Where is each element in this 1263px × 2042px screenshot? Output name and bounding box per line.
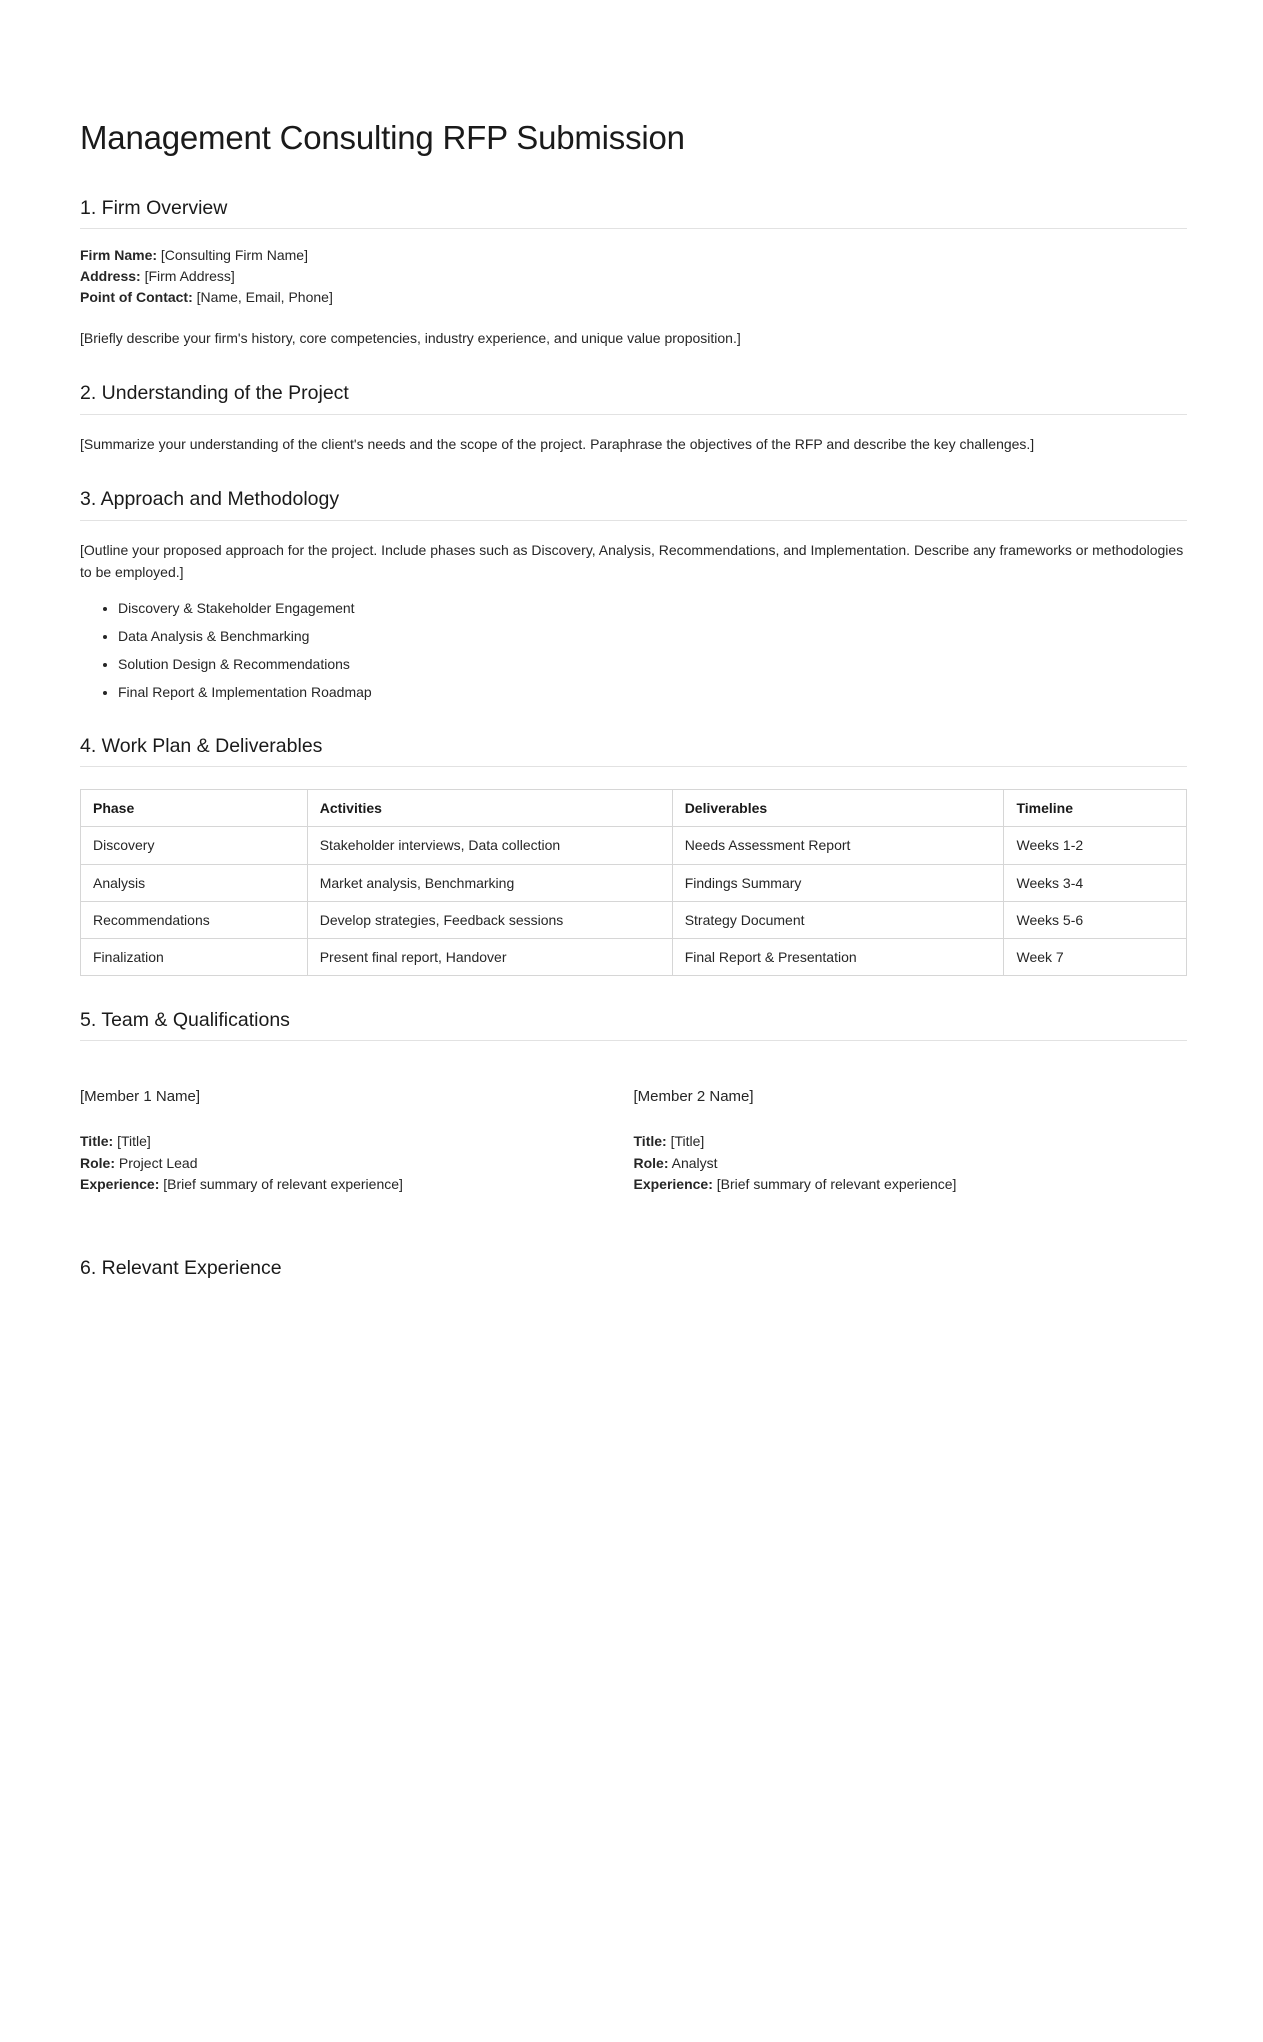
member-experience-value: [Brief summary of relevant experience] — [716, 1176, 957, 1193]
column-header-timeline: Timeline — [1004, 790, 1187, 827]
member-name: [Member 2 Name] — [633, 1088, 754, 1106]
address-value: [Firm Address] — [144, 268, 235, 285]
cell-deliverables: Findings Summary — [672, 864, 1004, 901]
member-title-value: [Title] — [670, 1132, 705, 1149]
firm-name-label: Firm Name: — [80, 246, 158, 263]
section-heading-approach: 3. Approach and Methodology — [80, 487, 1187, 520]
member-role-line — [80, 1153, 604, 1175]
work-plan-table — [80, 789, 1187, 976]
cell-timeline: Weeks 5-6 — [1004, 901, 1187, 938]
cell-timeline: Weeks 3-4 — [1004, 864, 1187, 901]
section-relevant-experience — [80, 1256, 1187, 1282]
cell-phase: Analysis — [81, 864, 308, 901]
address-line — [80, 266, 1187, 287]
cell-activities: Develop strategies, Feedback sessions — [307, 901, 672, 938]
column-header-phase: Phase — [81, 790, 308, 827]
column-header-deliverables: Deliverables — [672, 790, 1004, 827]
page-title: Management Consulting RFP Submission — [80, 119, 685, 156]
member-title-label: Title: — [80, 1132, 114, 1149]
firm-name-value: [Consulting Firm Name] — [160, 246, 308, 263]
list-item: • Final Report & Implementation Roadmap — [118, 682, 1187, 702]
member-title-label: Title: — [633, 1132, 667, 1149]
member-name: [Member 1 Name] — [80, 1088, 201, 1106]
section-heading-team: 5. Team & Qualifications — [80, 1008, 1187, 1041]
point-of-contact-line — [80, 287, 1187, 308]
section-heading-work-plan: 4. Work Plan & Deliverables — [80, 734, 1187, 767]
table-row — [81, 901, 1187, 938]
table-header-row — [81, 790, 1187, 827]
list-item: • Discovery & Stakeholder Engagement — [118, 598, 1187, 618]
cell-phase: Recommendations — [81, 901, 308, 938]
cell-deliverables: Final Report & Presentation — [672, 938, 1004, 975]
list-item: • Data Analysis & Benchmarking — [118, 626, 1187, 646]
firm-name-line — [80, 245, 1187, 266]
table-row — [81, 827, 1187, 864]
member-role-label: Role: — [633, 1154, 669, 1171]
section-understanding — [80, 381, 1187, 455]
address-label: Address: — [80, 268, 141, 285]
firm-overview-fields — [80, 245, 1187, 309]
cell-activities: Stakeholder interviews, Data collection — [307, 827, 672, 864]
member-title-line — [80, 1131, 604, 1153]
member-title-value: [Title] — [117, 1132, 151, 1149]
understanding-description: [Summarize your understanding of the client's needs and the scope of the project. Paraphrase the objectives of the RFP and describe the key challenges.] — [80, 435, 1035, 452]
list-item: • Solution Design & Recommendations — [118, 654, 1187, 674]
team-member-card-2 — [634, 1087, 1188, 1196]
member-title-line — [634, 1131, 1158, 1153]
cell-phase: Finalization — [81, 938, 308, 975]
member-experience-label: Experience: — [80, 1176, 160, 1193]
member-experience-value: [Brief summary of relevant experience] — [163, 1176, 403, 1193]
team-member-card-1 — [80, 1087, 634, 1196]
table-row — [81, 938, 1187, 975]
section-approach — [80, 487, 1187, 701]
cell-activities: Present final report, Handover — [307, 938, 672, 975]
point-of-contact-label: Point of Contact: — [80, 289, 193, 306]
member-experience-line — [80, 1174, 604, 1196]
cell-deliverables: Strategy Document — [672, 901, 1004, 938]
section-team — [80, 1008, 1187, 1196]
member-role-label: Role: — [80, 1154, 115, 1171]
section-work-plan — [80, 734, 1187, 976]
member-experience-label: Experience: — [633, 1176, 713, 1193]
firm-overview-description: [Briefly describe your firm's history, core competencies, industry experience, and unique value proposition.] — [80, 329, 741, 346]
section-heading-understanding: 2. Understanding of the Project — [80, 381, 1187, 414]
member-role-line — [634, 1153, 1158, 1175]
section-firm-overview — [80, 196, 1187, 350]
member-role-value: Analyst — [671, 1154, 718, 1171]
team-members-grid — [80, 1087, 1187, 1196]
cell-activities: Market analysis, Benchmarking — [307, 864, 672, 901]
cell-phase: Discovery — [81, 827, 308, 864]
column-header-activities: Activities — [307, 790, 672, 827]
cell-deliverables: Needs Assessment Report — [672, 827, 1004, 864]
member-role-value: Project Lead — [118, 1154, 198, 1171]
section-heading-firm-overview: 1. Firm Overview — [80, 196, 1187, 229]
point-of-contact-value: [Name, Email, Phone] — [196, 289, 333, 306]
approach-bullet-list — [80, 598, 1187, 702]
section-heading-relevant-experience: 6. Relevant Experience — [80, 1256, 1187, 1282]
cell-timeline: Weeks 1-2 — [1004, 827, 1187, 864]
member-experience-line — [634, 1174, 1158, 1196]
approach-description: [Outline your proposed approach for the project. Include phases such as Discovery, Analysis, Recommendations, and Implementation. Describe any frameworks or methodologies to be employed.] — [80, 541, 1184, 581]
table-row — [81, 864, 1187, 901]
cell-timeline: Week 7 — [1004, 938, 1187, 975]
